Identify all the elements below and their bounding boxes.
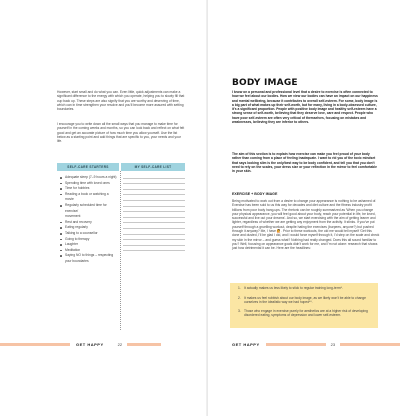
list-item: Adequate sleep (7–9 hours a night) [60, 175, 118, 181]
list-item: Time for hobbies [60, 186, 118, 192]
footer-brand: GET HAPPY [76, 341, 104, 347]
list-item: Saying NO to things – respecting [60, 253, 118, 259]
callout-number: 2. [238, 296, 241, 300]
callout-number: 3. [238, 309, 241, 313]
bold-paragraph-1: I know on a personal and professional level that a desire to exercise is often connected to how we feel about our bodies. How we view our bodies can have an impact on our happiness and mental wellbeing, because it contributes to overall self-esteem. For some, body image is a big part of what makes up their self-worth, but for many, living in a body-obsessed culture, it's a significant proportion. People with positive body image and healthy self-esteem have a strong sense of self-worth, believing that they deserve love, care and respect. People who have poor self-esteem are often very critical of themselves, focusing on mistakes and weaknesses, believing they are inferior to others. [232, 90, 378, 125]
footer-bar [340, 343, 400, 346]
list-item: Rest and recovery [60, 220, 118, 226]
list-item: Meditation [60, 248, 118, 254]
intro-paragraph-1: However, start small and do what you can. Even little, quick adjustments can make a significant difference to the energy with which you operate, helping you to slowly fill that cup back up. These steps are also signify that you are worthy and deserving of time, which can in time strengthen your resolve and you'll become more assured with setting boundaries. [57, 90, 185, 112]
list-item: Going to therapy [60, 237, 118, 243]
column-divider [120, 171, 122, 330]
list-item: Regularly scheduled time for exercise/ [60, 203, 118, 214]
bold-paragraph-2: The aim of this section is to explain how exercise can make you feel proud of your body rather than coming from a place of feeling inadequate. I want to rid you of the toxic mindset that says looking slim is the only/best way to be body confident, and tell you that you don't need to rely on the scales, your dress size or your reflection in the mirror to feel comfortable in your skin. [232, 152, 377, 174]
table-header-my-list: MY SELF-CARE LIST [121, 163, 185, 171]
list-item: Laughter [60, 242, 118, 248]
subheading: EXERCISE + BODY IMAGE [232, 192, 278, 196]
footer-bar [0, 343, 70, 346]
callout-text: Those who engage in exercise purely for aesthetics are at a higher risk of developing disordered eating, symptoms of depression and lower self-esteem. [244, 309, 368, 318]
list-item: Talking to a counsellor [60, 231, 118, 237]
body-paragraph: Being motivated to work out from a desire to change your appearance is nothing to be ashamed of. Exercise has been sold to us this way for decades and diet culture and the fitness industry profit billions from poor body hang-ups. The rhetoric can be roughly summarized as 'When you change your physical appearance, you will feel good about your body, reach your potential in life, be loved, successful and live out your dreams'. And so, we start exercising with the aim of getting leaner and lighter, regardless of whether we are getting any enjoyment from the activity. It stinks. If you've put yourself through a gruelling workout, despite hating the exercises (burpees, anyone?) but pushed through it anyway? Me, I have 🙋. Prior to these workouts, the old me would tell myself 'Get this done and dusted, I'll be glad I did, and I would force myself through it, I'd step on the scale and check my skin in the mirror – and guess what? Nothing had really changed. Does this all sound familiar to you? Well, focusing on appearance goals didn't work for me, and I'm not alone: research that shows just how detrimental it can be. Here are the headlines: [232, 199, 380, 251]
callout-number: 1. [238, 286, 241, 290]
callout-item [238, 309, 368, 318]
table-header-starters: SELF-CARE STARTERS [57, 163, 119, 171]
footer-bar [127, 343, 161, 346]
headlines-callout [230, 283, 378, 328]
list-item: movement [65, 214, 81, 219]
self-care-table [57, 163, 185, 330]
callout-item [238, 286, 368, 290]
page-number: 22 [117, 341, 123, 347]
callout-text: It actually makes us less likely to stick to regular training long-term*. [244, 286, 343, 290]
left-footer [0, 340, 208, 348]
footer-bar [266, 343, 326, 346]
writing-line[interactable] [123, 246, 185, 252]
writing-lines [123, 173, 185, 251]
section-heading: BODY IMAGE [232, 78, 298, 88]
list-item: Eating regularly [60, 225, 118, 231]
list-item: your boundaries [65, 258, 89, 263]
list-item: Reading a book or watching a movie [60, 192, 118, 203]
footer-brand: GET HAPPY [232, 341, 260, 347]
callout-text: It makes us feel rubbish about our body image, as we likely won't be able to change ourselves in the idealistic way we had hoped**. [244, 296, 366, 305]
callout-item [238, 296, 368, 305]
page-number: 23 [330, 341, 336, 347]
intro-paragraph-2: I encourage you to write down all the small ways that you manage to make time for yourself in the coming weeks and months, so you can look back and reflect on what felt good and get an accurate picture of how much time you allow yourself. Use the list below as a starting point and add things that are specific to you, your needs and your life. [57, 122, 185, 144]
list-item: Spending time with loved ones [60, 181, 118, 187]
starter-list [60, 175, 118, 265]
right-footer [208, 340, 416, 348]
